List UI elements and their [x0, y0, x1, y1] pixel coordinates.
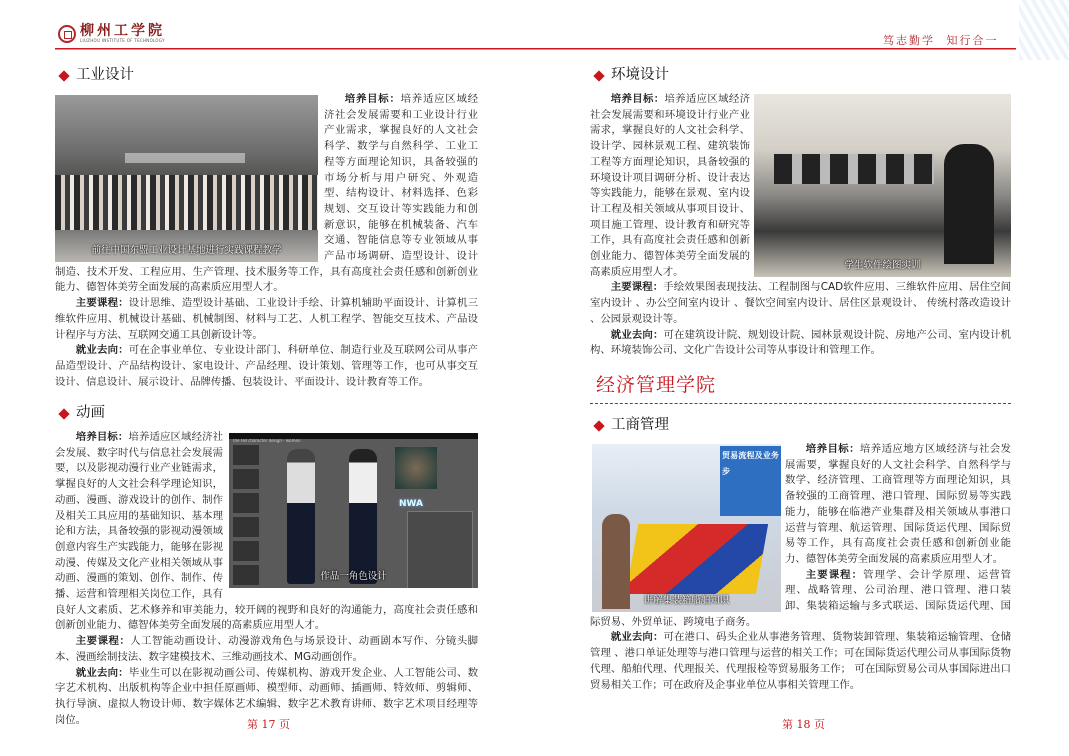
photo-caption: 讲解集装箱船舶知识	[643, 595, 730, 607]
courses-text: 设计思维、造型设计基础、工业设计手绘、计算机辅助平面设计、计算机三维软件应用、机械设计基础、机械制图、材料与工艺、人机工程学、智能交互技术、产品设计程序与方法、互联网交通工具创新设计等。	[55, 297, 479, 341]
school-name-en: LIUZHOU INSTITUTE OF TECHNOLOGY	[80, 38, 165, 43]
career-text: 可在港口、码头企业从事港务管理、货物装卸管理、集装箱运输管理、仓储管理 、港口单证处理等与港口管理与运营的相关工作；可在国际货运代理公司从事国际货物代理、船舶代理、代理报关、代理报检等贸易服务工作； 可在国际贸易公司从事国际进出口贸易相关工作；可在政府及企事业单位从事相关管理工作。	[590, 631, 1012, 691]
courses-label: 主要课程：	[75, 635, 131, 648]
courses-text: 人工智能动画设计、动漫游戏角色与场景设计、动画剧本写作、分镜头脚本、漫画绘制技法、数字建模技术、三维动画技术、MG动画创作。	[55, 635, 479, 663]
diamond-bullet-icon	[593, 420, 604, 431]
photo-environment-design	[754, 94, 1011, 277]
courses-label: 主要课程：	[805, 568, 864, 581]
header-divider	[55, 48, 1016, 50]
school-logo	[58, 24, 165, 43]
diamond-bullet-icon	[593, 70, 604, 81]
goal-text: 培养适应区域经济社会发展、数字时代与信息社会发展需要，以及影视动漫行业产业链需求，掌握良好的人文社会科学理论知识，动画、漫画、游戏设计的创作、制作及相关工具应用的基础知识、基本理论和方法，具备较强的影视动漫领域创意内容生产实践能力，能够在影视动漫、传媒及文化产业相关领域从事动画、漫画的策划、创作、制作、传播、运营和管理相关岗位工作，具有良好人文素质、艺术修养和审美能力，较开阔的视野和良好的沟通能力，高度社会责任感和创新创业能力、德智体美劳全面发展的高素质应用型人才。	[55, 431, 478, 632]
career-label: 就业去向：	[610, 328, 664, 341]
corner-decoration	[1019, 0, 1069, 60]
section-industrial-design	[55, 66, 478, 390]
section-title: 动画	[76, 405, 105, 422]
school-name: 柳州工学院	[80, 23, 165, 39]
page-number-right: 第 18 页	[782, 718, 825, 731]
diamond-bullet-icon	[58, 70, 69, 81]
banner-text: 贸易流程及业务步	[720, 446, 781, 516]
diamond-bullet-icon	[58, 408, 69, 419]
career-label: 就业去向：	[75, 666, 129, 679]
school-seal-icon	[58, 25, 76, 43]
section-animation	[55, 404, 478, 728]
window-title: The FBI character design - women	[232, 438, 301, 443]
courses-text: 手绘效果图表现技法、工程制图与CAD软件应用、三维软件应用、居住空间室内设计 、办公空间室内设计 、餐饮空间室内设计、居住区景观设计、 传统村落改造设计 、公园景观设计等。	[590, 281, 1011, 325]
page-number-left: 第 17 页	[247, 718, 290, 731]
career-text: 可在建筑设计院、规划设计院、园林景观设计院、房地产公司、室内设计机构、环境装饰公司、文化广告设计公司等从事设计和管理工作。	[590, 328, 1012, 357]
career-label: 就业去向：	[75, 344, 129, 357]
goal-text: 培养适应地方区域经济与社会发展需要，掌握良好的人文社会科学、自然科学与数学、经济管理、工商管理等方面理论知识，具备较强的工商管理、港口管理、国际贸易等实践能力，能够在临港产业集群及相关领域从事港口运营与管理、航运管理、国际货运代理、国际贸易等工作，具有高度社会责任感和创新创业能力、德智体美劳全面发展的高素质应用型人才。	[785, 443, 1012, 565]
goal-text: 培养适应区域经济社会发展需要和工业设计行业产业需求，掌握良好的人文社会科学、数学与自然科学、工业工程等方面理论知识，具备较强的市场分析与用户研究、外观造型、结构设计、材料选择、色彩规划、交互设计等实践能力和创新意识，能够在机械装备、汽车交通、智能信息等专业领域从事产品市场调研、造型设计、设计制造、技术开发、工程应用、生产管理、技术服务等工作，具有高度社会责任感和创新创业能力、德智体美劳全面发展的高素质应用型人才。	[55, 93, 479, 294]
section-title: 环境设计	[611, 67, 669, 84]
career-text: 毕业生可以在影视动画公司、传媒机构、游戏开发企业、人工智能公司、数字艺术机构、出版机构等企业中担任原画师、模型师、动画师、插画师、特效师、剪辑师、执行导演、虚拟人物设计师、数字媒体艺术编辑、数字艺术教育讲师、数字艺术项目经理等岗位。	[55, 666, 479, 726]
courses-label: 主要课程：	[75, 297, 129, 310]
section-title: 工业设计	[76, 67, 134, 84]
goal-label: 培养目标：	[344, 93, 401, 105]
career-text: 可在企事业单位、专业设计部门、科研单位、制造行业及互联网公司从事产品造型设计、产品结构设计、家电设计、产品经理、设计策划、管理等工作，也可从事交互设计、信息设计、展示设计、品牌传播、包装设计、平面设计、设计教育等工作。	[55, 344, 479, 388]
career-label: 就业去向：	[610, 631, 664, 644]
slogan: 笃志勤学 知行合一	[883, 34, 999, 47]
photo-animation	[229, 433, 478, 588]
college-economics-management	[590, 374, 1012, 693]
photo-business-admin	[592, 444, 781, 612]
photo-caption: 作品一角色设计	[320, 571, 387, 583]
goal-text: 培养适应区域经济社会发展需要和环境设计行业产业需求，掌握良好的人文社会科学、设计学、园林景观工程、建筑装饰工程等方面理论知识，具备较强的环境设计项目调研分析、设计表达等实践能力，能够在景观、室内设计工程及相关领域从事项目设计、项目施工管理、设计教育和研究等工作，具有高度社会责任感和创新创业能力、德智体美劳全面发展的高素质应用型人才。	[590, 93, 750, 278]
courses-text: 管理学、会计学原理、运营管理、战略管理、公司治理、港口管理、港口装卸、集装箱运输与多式联运、国际货运代理、国际贸易、外贸单证、跨境电子商务。	[590, 568, 1012, 628]
goal-label: 培养目标：	[805, 443, 860, 455]
goal-label: 培养目标：	[75, 431, 129, 443]
courses-label: 主要课程：	[610, 281, 664, 294]
section-title: 工商管理	[611, 417, 669, 434]
photo-caption: 学生软件绘图实训	[844, 260, 921, 272]
college-title: 经济管理学院	[590, 378, 1011, 404]
goal-label: 培养目标：	[610, 93, 665, 105]
photo-caption: 前往中国东盟工业设计基地进行实践课程教学	[91, 245, 282, 257]
nwa-badge: NWA	[399, 499, 424, 509]
photo-industrial-design	[55, 95, 318, 262]
section-environment-design	[590, 66, 1011, 359]
